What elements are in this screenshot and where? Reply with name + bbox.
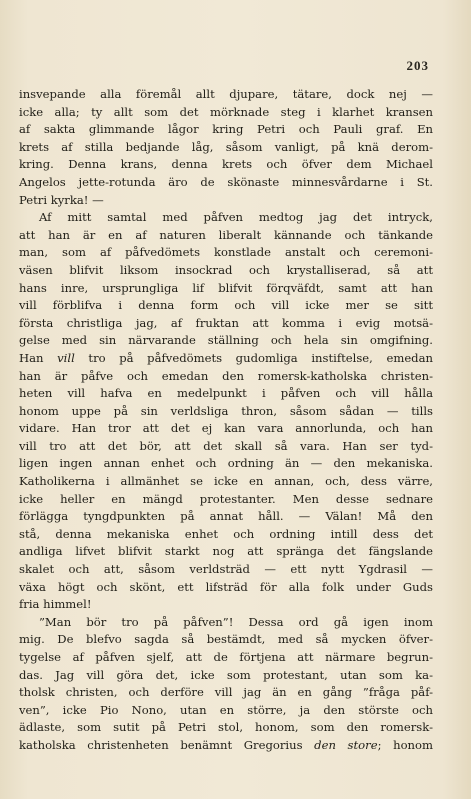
text-line: katholska christenheten benämnt Gregorius den store; honom: [19, 737, 433, 752]
text-line: heten vill hafva en medelpunkt i påfven och vill hålla: [19, 386, 433, 401]
text-line: hans inre, ursprungliga lif blifvit förqväfdt, samt att han: [19, 280, 433, 295]
text-line: stå, denna mekaniska enhet och ordning intill dess det: [19, 526, 433, 541]
text-line: vill förblifva i denna form och vill icke mer se sitt: [19, 298, 433, 313]
text-line: fria himmel!: [19, 597, 92, 612]
page-number: 203: [406, 58, 429, 73]
text-line: förlägga tyngdpunkten på annat håll. — Välan! Må den: [19, 509, 433, 524]
text-line: vidare. Han tror att det ej kan vara annorlunda, och han: [19, 421, 433, 436]
text-line: Katholikerna i allmänhet se icke en annan, och, dess värre,: [19, 474, 433, 489]
text-line: väsen blifvit liksom insockrad och krystalliserad, så att: [19, 262, 433, 277]
text-line: han är påfve och emedan den romersk-katholska christen-: [19, 368, 433, 383]
text-line: Petri kyrka! —: [19, 192, 104, 207]
text-line: honom uppe på sin verldsliga thron, såsom sådan — tills: [19, 403, 433, 418]
text-line: das. Jag vill göra det, icke som protestant, utan som ka-: [19, 667, 433, 682]
text-line: Han vill tro på påfvedömets gudomliga instiftelse, emedan: [19, 350, 433, 365]
text-line: tholsk christen, och derföre vill jag än en gång ”fråga påf-: [19, 685, 433, 700]
text-line: Af mitt samtal med påfven medtog jag det intryck,: [39, 210, 433, 225]
body-text: [19, 86, 433, 755]
text-line: gelse med sin närvarande ställning och hela sin omgifning.: [19, 333, 433, 348]
text-line: krets af stilla bedjande låg, såsom vanligt, på knä derom-: [19, 139, 433, 154]
text-line: man, som af påfvedömets konstlade anstalt och ceremoni-: [19, 245, 433, 260]
text-line: insvepande alla föremål allt djupare, tätare, dock nej —: [19, 87, 433, 101]
text-line: ”Man bör tro på påfven”! Dessa ord gå igen inom: [39, 614, 433, 629]
text-line: ädlaste, som sutit på Petri stol, honom, som den romersk-: [19, 720, 433, 735]
text-line: andliga lifvet blifvit starkt nog att spränga det fängslande: [19, 544, 433, 559]
text-line: ligen ingen annan enhet och ordning än — den mekaniska.: [19, 456, 433, 471]
text-line: ven”, icke Pio Nono, utan en större, ja den störste och: [19, 702, 433, 717]
text-line: kring. Denna krans, denna krets och öfver dem Michael: [19, 157, 433, 172]
text-line: vill tro att det bör, att det skall så vara. Han ser tyd-: [19, 438, 433, 453]
text-line: växa högt och skönt, ett lifsträd för alla folk under Guds: [19, 579, 433, 594]
text-line: skalet och att, såsom verldsträd — ett nytt Ygdrasil —: [19, 562, 433, 577]
text-line: tygelse af påfven sjelf, att de förtjena att närmare begrun-: [19, 650, 433, 664]
text-line: första christliga jag, af fruktan att komma i evig motsä-: [19, 315, 433, 330]
text-line: mig. De blefvo sagda så bestämdt, med så mycken öfver-: [19, 632, 433, 647]
text-line: att han är en af naturen liberalt kännande och tänkande: [19, 227, 433, 242]
text-line: af sakta glimmande lågor kring Petri och Pauli graf. En: [19, 122, 433, 137]
text-line: icke heller en mängd protestanter. Men desse sednare: [19, 491, 433, 506]
text-line: icke alla; ty allt som det mörknade steg i klarhet kransen: [19, 104, 433, 119]
text-line: Angelos jette-rotunda äro de skönaste minnesvårdarne i St.: [19, 174, 433, 189]
